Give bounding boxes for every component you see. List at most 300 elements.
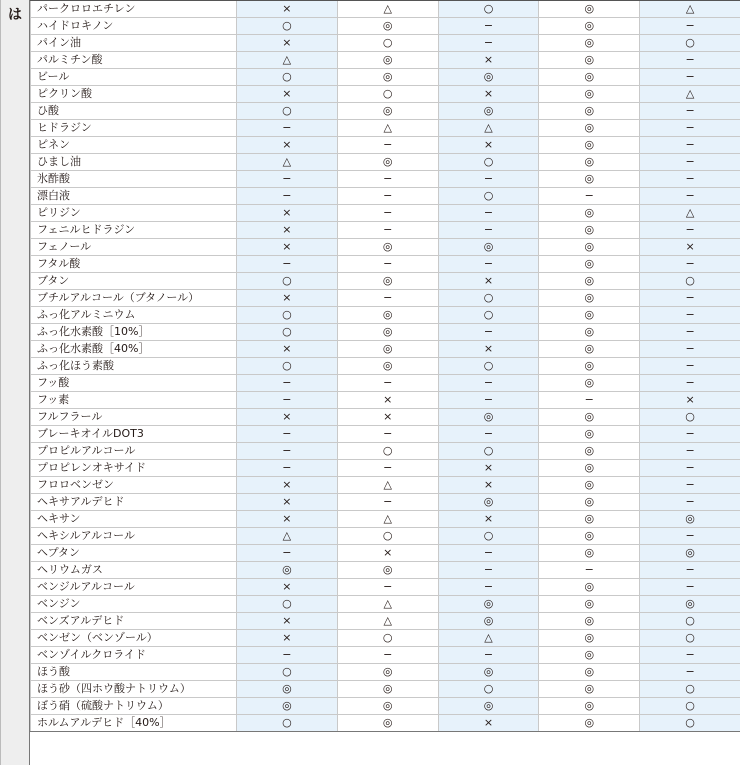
resistance-mark-cell: △	[237, 528, 338, 545]
resistance-mark-cell: ○	[237, 664, 338, 681]
table-row	[31, 715, 740, 732]
resistance-mark-cell: ◎	[438, 613, 539, 630]
resistance-mark-cell: ×	[237, 494, 338, 511]
resistance-mark-cell: ×	[337, 409, 438, 426]
resistance-mark-cell: −	[438, 324, 539, 341]
resistance-mark-cell: ◎	[539, 35, 640, 52]
resistance-mark-cell: ◎	[337, 324, 438, 341]
resistance-mark-cell: −	[438, 579, 539, 596]
resistance-mark-cell: ◎	[337, 52, 438, 69]
resistance-mark-cell: ◎	[237, 698, 338, 715]
table-row	[31, 443, 740, 460]
chemical-name-cell: フロロベンゼン	[31, 477, 237, 494]
chemical-name-cell: ハイドロキノン	[31, 18, 237, 35]
resistance-mark-cell: ×	[237, 137, 338, 154]
resistance-mark-cell: ◎	[438, 69, 539, 86]
resistance-mark-cell: ◎	[337, 239, 438, 256]
resistance-mark-cell: ×	[237, 477, 338, 494]
table-row	[31, 341, 740, 358]
resistance-mark-cell: ×	[237, 222, 338, 239]
resistance-mark-cell: −	[337, 375, 438, 392]
resistance-mark-cell: ○	[438, 290, 539, 307]
resistance-mark-cell: ◎	[539, 460, 640, 477]
resistance-mark-cell: ◎	[539, 103, 640, 120]
resistance-mark-cell: −	[337, 647, 438, 664]
resistance-mark-cell: −	[237, 188, 338, 205]
resistance-mark-cell: −	[337, 460, 438, 477]
resistance-mark-cell: ×	[438, 511, 539, 528]
resistance-mark-cell: −	[337, 256, 438, 273]
resistance-mark-cell: −	[640, 137, 740, 154]
resistance-mark-cell: −	[438, 375, 539, 392]
resistance-mark-cell: ◎	[337, 562, 438, 579]
table-row	[31, 137, 740, 154]
resistance-mark-cell: ○	[438, 188, 539, 205]
resistance-mark-cell: △	[640, 86, 740, 103]
resistance-mark-cell: ◎	[539, 341, 640, 358]
table-row	[31, 324, 740, 341]
resistance-mark-cell: ◎	[539, 1, 640, 18]
chemical-name-cell: ピネン	[31, 137, 237, 154]
resistance-mark-cell: ×	[438, 137, 539, 154]
table-row	[31, 392, 740, 409]
resistance-mark-cell: ◎	[539, 52, 640, 69]
resistance-mark-cell: −	[640, 664, 740, 681]
resistance-mark-cell: −	[438, 545, 539, 562]
resistance-mark-cell: ○	[438, 1, 539, 18]
chemical-name-cell: ふっ化アルミニウム	[31, 307, 237, 324]
table-body	[31, 1, 740, 732]
chemical-name-cell: ヘキサン	[31, 511, 237, 528]
resistance-mark-cell: ◎	[640, 596, 740, 613]
resistance-mark-cell: −	[640, 494, 740, 511]
resistance-mark-cell: −	[237, 443, 338, 460]
resistance-mark-cell: ○	[337, 443, 438, 460]
resistance-mark-cell: −	[237, 375, 338, 392]
resistance-mark-cell: ◎	[337, 698, 438, 715]
resistance-mark-cell: ◎	[539, 290, 640, 307]
resistance-mark-cell: △	[337, 120, 438, 137]
resistance-mark-cell: ◎	[539, 222, 640, 239]
resistance-mark-cell: −	[640, 579, 740, 596]
resistance-mark-cell: −	[237, 392, 338, 409]
resistance-mark-cell: ◎	[539, 579, 640, 596]
resistance-mark-cell: ○	[237, 596, 338, 613]
resistance-mark-cell: ◎	[539, 273, 640, 290]
resistance-mark-cell: ○	[438, 154, 539, 171]
resistance-mark-cell: −	[640, 324, 740, 341]
chemical-name-cell: ブレーキオイルDOT3	[31, 426, 237, 443]
resistance-mark-cell: ×	[438, 86, 539, 103]
table-row	[31, 103, 740, 120]
resistance-mark-cell: −	[337, 494, 438, 511]
resistance-mark-cell: ○	[640, 35, 740, 52]
resistance-mark-cell: −	[640, 426, 740, 443]
resistance-mark-cell: −	[640, 188, 740, 205]
resistance-mark-cell: ×	[438, 341, 539, 358]
table-row	[31, 256, 740, 273]
chemical-name-cell: ぼう硝（硫酸ナトリウム）	[31, 698, 237, 715]
table-row	[31, 1, 740, 18]
resistance-mark-cell: −	[337, 171, 438, 188]
chemical-name-cell: ヘキサアルデヒド	[31, 494, 237, 511]
resistance-mark-cell: −	[237, 426, 338, 443]
resistance-mark-cell: △	[237, 52, 338, 69]
resistance-mark-cell: ○	[640, 715, 740, 732]
table-row	[31, 171, 740, 188]
resistance-mark-cell: ◎	[539, 324, 640, 341]
resistance-mark-cell: ◎	[438, 239, 539, 256]
resistance-mark-cell: −	[438, 35, 539, 52]
resistance-mark-cell: ◎	[539, 375, 640, 392]
resistance-mark-cell: ◎	[337, 307, 438, 324]
table-row	[31, 18, 740, 35]
table-row	[31, 222, 740, 239]
resistance-mark-cell: −	[640, 171, 740, 188]
resistance-mark-cell: ◎	[438, 494, 539, 511]
resistance-mark-cell: ◎	[539, 307, 640, 324]
resistance-mark-cell: −	[640, 256, 740, 273]
resistance-mark-cell: ○	[640, 613, 740, 630]
resistance-mark-cell: ◎	[539, 137, 640, 154]
resistance-mark-cell: −	[337, 137, 438, 154]
resistance-mark-cell: ◎	[539, 664, 640, 681]
resistance-mark-cell: ◎	[539, 69, 640, 86]
resistance-mark-cell: −	[337, 222, 438, 239]
resistance-mark-cell: ◎	[539, 647, 640, 664]
resistance-mark-cell: ◎	[539, 205, 640, 222]
chemical-name-cell: ブチルアルコール（ブタノール）	[31, 290, 237, 307]
resistance-mark-cell: ○	[438, 358, 539, 375]
resistance-mark-cell: −	[337, 205, 438, 222]
resistance-mark-cell: ○	[237, 358, 338, 375]
chemical-name-cell: 漂白液	[31, 188, 237, 205]
resistance-mark-cell: ×	[438, 460, 539, 477]
table-row	[31, 579, 740, 596]
resistance-mark-cell: ×	[237, 239, 338, 256]
resistance-mark-cell: −	[438, 426, 539, 443]
resistance-mark-cell: −	[438, 205, 539, 222]
resistance-mark-cell: ◎	[337, 69, 438, 86]
resistance-mark-cell: ◎	[438, 596, 539, 613]
table-row	[31, 681, 740, 698]
resistance-mark-cell: ×	[237, 290, 338, 307]
table-row	[31, 511, 740, 528]
chemical-name-cell: ブタン	[31, 273, 237, 290]
resistance-mark-cell: −	[337, 290, 438, 307]
resistance-mark-cell: ◎	[237, 562, 338, 579]
resistance-mark-cell: −	[237, 120, 338, 137]
resistance-mark-cell: ○	[640, 409, 740, 426]
resistance-table	[30, 0, 740, 732]
resistance-mark-cell: −	[640, 528, 740, 545]
resistance-mark-cell: ◎	[539, 596, 640, 613]
resistance-mark-cell: ○	[237, 18, 338, 35]
chemical-name-cell: フェニルヒドラジン	[31, 222, 237, 239]
resistance-mark-cell: ×	[237, 205, 338, 222]
resistance-mark-cell: ×	[237, 613, 338, 630]
resistance-mark-cell: △	[438, 120, 539, 137]
resistance-mark-cell: ◎	[539, 154, 640, 171]
resistance-mark-cell: ◎	[539, 698, 640, 715]
resistance-mark-cell: ◎	[539, 477, 640, 494]
table-row	[31, 460, 740, 477]
resistance-mark-cell: ×	[237, 86, 338, 103]
resistance-mark-cell: ◎	[640, 545, 740, 562]
resistance-mark-cell: ○	[237, 103, 338, 120]
resistance-mark-cell: ◎	[337, 341, 438, 358]
table-row	[31, 426, 740, 443]
chemical-name-cell: ひ酸	[31, 103, 237, 120]
table-row	[31, 358, 740, 375]
resistance-mark-cell: △	[337, 511, 438, 528]
resistance-mark-cell: −	[640, 647, 740, 664]
table-row	[31, 307, 740, 324]
resistance-mark-cell: −	[640, 477, 740, 494]
resistance-mark-cell: ×	[640, 392, 740, 409]
resistance-mark-cell: ◎	[539, 613, 640, 630]
resistance-mark-cell: ○	[237, 324, 338, 341]
resistance-mark-cell: −	[640, 120, 740, 137]
resistance-mark-cell: −	[640, 341, 740, 358]
resistance-mark-cell: ◎	[337, 664, 438, 681]
table-row	[31, 494, 740, 511]
resistance-mark-cell: △	[237, 154, 338, 171]
resistance-mark-cell: ◎	[539, 86, 640, 103]
resistance-mark-cell: −	[539, 188, 640, 205]
resistance-mark-cell: ○	[337, 86, 438, 103]
table-row	[31, 528, 740, 545]
resistance-mark-cell: −	[640, 290, 740, 307]
resistance-mark-cell: −	[640, 562, 740, 579]
table-row	[31, 205, 740, 222]
resistance-mark-cell: −	[640, 443, 740, 460]
resistance-mark-cell: ◎	[539, 528, 640, 545]
resistance-mark-cell: ○	[640, 273, 740, 290]
chemical-name-cell: ベンゾイルクロライド	[31, 647, 237, 664]
table-row	[31, 664, 740, 681]
table-row	[31, 154, 740, 171]
chemical-name-cell: ベンジン	[31, 596, 237, 613]
chemical-name-cell: プロピルアルコール	[31, 443, 237, 460]
chemical-name-cell: ベンズアルデヒド	[31, 613, 237, 630]
resistance-mark-cell: −	[640, 154, 740, 171]
resistance-mark-cell: ○	[337, 630, 438, 647]
resistance-mark-cell: −	[438, 222, 539, 239]
resistance-mark-cell: ○	[237, 273, 338, 290]
resistance-mark-cell: ×	[438, 52, 539, 69]
chemical-name-cell: パルミチン酸	[31, 52, 237, 69]
chemical-name-cell: ピリジン	[31, 205, 237, 222]
resistance-mark-cell: −	[237, 171, 338, 188]
chemical-name-cell: フルフラール	[31, 409, 237, 426]
resistance-mark-cell: ○	[438, 307, 539, 324]
resistance-mark-cell: ◎	[438, 409, 539, 426]
resistance-mark-cell: −	[640, 222, 740, 239]
resistance-mark-cell: ◎	[539, 681, 640, 698]
table-row	[31, 69, 740, 86]
resistance-mark-cell: ○	[337, 35, 438, 52]
resistance-mark-cell: ◎	[337, 154, 438, 171]
resistance-mark-cell: −	[438, 256, 539, 273]
resistance-mark-cell: −	[438, 647, 539, 664]
table-row	[31, 562, 740, 579]
chemical-name-cell: ピクリン酸	[31, 86, 237, 103]
resistance-mark-cell: −	[438, 171, 539, 188]
resistance-mark-cell: ◎	[438, 664, 539, 681]
resistance-mark-cell: ◎	[539, 120, 640, 137]
resistance-mark-cell: −	[337, 579, 438, 596]
resistance-mark-cell: −	[438, 562, 539, 579]
table-row	[31, 188, 740, 205]
resistance-mark-cell: ×	[237, 35, 338, 52]
resistance-mark-cell: ×	[237, 511, 338, 528]
chemical-name-cell: ヒドラジン	[31, 120, 237, 137]
chemical-name-cell: パイン油	[31, 35, 237, 52]
resistance-mark-cell: ○	[438, 443, 539, 460]
resistance-mark-cell: ○	[337, 528, 438, 545]
resistance-mark-cell: △	[640, 205, 740, 222]
resistance-mark-cell: △	[438, 630, 539, 647]
table-row	[31, 698, 740, 715]
resistance-mark-cell: ◎	[337, 681, 438, 698]
resistance-mark-cell: −	[237, 460, 338, 477]
table-row	[31, 647, 740, 664]
resistance-mark-cell: −	[337, 188, 438, 205]
resistance-mark-cell: ×	[237, 579, 338, 596]
resistance-mark-cell: ◎	[539, 630, 640, 647]
resistance-mark-cell: ○	[438, 528, 539, 545]
resistance-mark-cell: △	[337, 477, 438, 494]
resistance-mark-cell: ×	[438, 273, 539, 290]
resistance-mark-cell: ×	[237, 630, 338, 647]
chemical-name-cell: ふっ化水素酸［40%］	[31, 341, 237, 358]
resistance-mark-cell: ◎	[539, 426, 640, 443]
resistance-mark-cell: ◎	[539, 511, 640, 528]
resistance-mark-cell: ○	[438, 681, 539, 698]
chemical-name-cell: ふっ化ほう素酸	[31, 358, 237, 375]
table-row	[31, 545, 740, 562]
resistance-mark-cell: △	[640, 1, 740, 18]
chemical-name-cell: フェノール	[31, 239, 237, 256]
chemical-name-cell: フッ素	[31, 392, 237, 409]
table-row	[31, 375, 740, 392]
resistance-mark-cell: ○	[640, 630, 740, 647]
resistance-mark-cell: ◎	[539, 715, 640, 732]
table-row	[31, 613, 740, 630]
table-row	[31, 120, 740, 137]
chemical-name-cell: フッ酸	[31, 375, 237, 392]
resistance-mark-cell: ○	[640, 681, 740, 698]
resistance-mark-cell: ○	[640, 698, 740, 715]
table-row	[31, 35, 740, 52]
resistance-mark-cell: ×	[640, 239, 740, 256]
chemical-name-cell: 氷酢酸	[31, 171, 237, 188]
resistance-mark-cell: −	[640, 375, 740, 392]
resistance-mark-cell: ◎	[539, 171, 640, 188]
chemical-name-cell: パークロロエチレン	[31, 1, 237, 18]
resistance-mark-cell: −	[640, 103, 740, 120]
chemical-name-cell: ふっ化水素酸［10%］	[31, 324, 237, 341]
resistance-mark-cell: −	[640, 358, 740, 375]
table-row	[31, 86, 740, 103]
resistance-mark-cell: ◎	[438, 698, 539, 715]
table-row	[31, 409, 740, 426]
chemical-name-cell: ベンジルアルコール	[31, 579, 237, 596]
resistance-mark-cell: ◎	[337, 103, 438, 120]
chemical-name-cell: ひまし油	[31, 154, 237, 171]
resistance-mark-cell: ×	[237, 341, 338, 358]
chemical-name-cell: ほう砂（四ホウ酸ナトリウム）	[31, 681, 237, 698]
resistance-mark-cell: −	[438, 392, 539, 409]
chemical-name-cell: プロピレンオキサイド	[31, 460, 237, 477]
table-row	[31, 596, 740, 613]
resistance-mark-cell: −	[539, 392, 640, 409]
resistance-mark-cell: ×	[438, 715, 539, 732]
resistance-mark-cell: ○	[237, 69, 338, 86]
chemical-name-cell: ヘキシルアルコール	[31, 528, 237, 545]
resistance-mark-cell: ○	[237, 307, 338, 324]
resistance-mark-cell: ×	[237, 1, 338, 18]
chemical-name-cell: ヘプタン	[31, 545, 237, 562]
resistance-mark-cell: ◎	[539, 545, 640, 562]
resistance-mark-cell: △	[337, 596, 438, 613]
resistance-mark-cell: −	[337, 426, 438, 443]
table-row	[31, 239, 740, 256]
resistance-mark-cell: −	[640, 307, 740, 324]
table-row	[31, 290, 740, 307]
resistance-mark-cell: ◎	[539, 256, 640, 273]
table-row	[31, 630, 740, 647]
resistance-mark-cell: −	[237, 545, 338, 562]
resistance-mark-cell: −	[438, 18, 539, 35]
resistance-mark-cell: ◎	[539, 409, 640, 426]
resistance-mark-cell: ◎	[539, 358, 640, 375]
table-row	[31, 273, 740, 290]
resistance-mark-cell: −	[640, 18, 740, 35]
resistance-mark-cell: ◎	[237, 681, 338, 698]
resistance-mark-cell: △	[337, 613, 438, 630]
chemical-name-cell: ほう酸	[31, 664, 237, 681]
resistance-mark-cell: ◎	[539, 239, 640, 256]
resistance-mark-cell: ◎	[337, 273, 438, 290]
resistance-mark-cell: ×	[237, 409, 338, 426]
resistance-mark-cell: −	[237, 256, 338, 273]
resistance-mark-cell: −	[539, 562, 640, 579]
chemical-name-cell: フタル酸	[31, 256, 237, 273]
resistance-mark-cell: −	[640, 460, 740, 477]
resistance-mark-cell: ◎	[539, 443, 640, 460]
resistance-mark-cell: ○	[237, 715, 338, 732]
resistance-mark-cell: △	[337, 1, 438, 18]
table-row	[31, 52, 740, 69]
resistance-mark-cell: ×	[337, 545, 438, 562]
chemical-name-cell: ベンゼン（ベンゾール）	[31, 630, 237, 647]
resistance-mark-cell: −	[237, 647, 338, 664]
resistance-mark-cell: −	[640, 69, 740, 86]
resistance-mark-cell: ◎	[438, 103, 539, 120]
resistance-mark-cell: ◎	[337, 715, 438, 732]
index-column	[0, 0, 30, 765]
chemical-name-cell: ビール	[31, 69, 237, 86]
chemical-name-cell: ヘリウムガス	[31, 562, 237, 579]
resistance-mark-cell: −	[640, 52, 740, 69]
resistance-mark-cell: ◎	[539, 18, 640, 35]
resistance-mark-cell: ◎	[337, 18, 438, 35]
resistance-mark-cell: ◎	[337, 358, 438, 375]
resistance-mark-cell: ◎	[539, 494, 640, 511]
resistance-mark-cell: ◎	[640, 511, 740, 528]
